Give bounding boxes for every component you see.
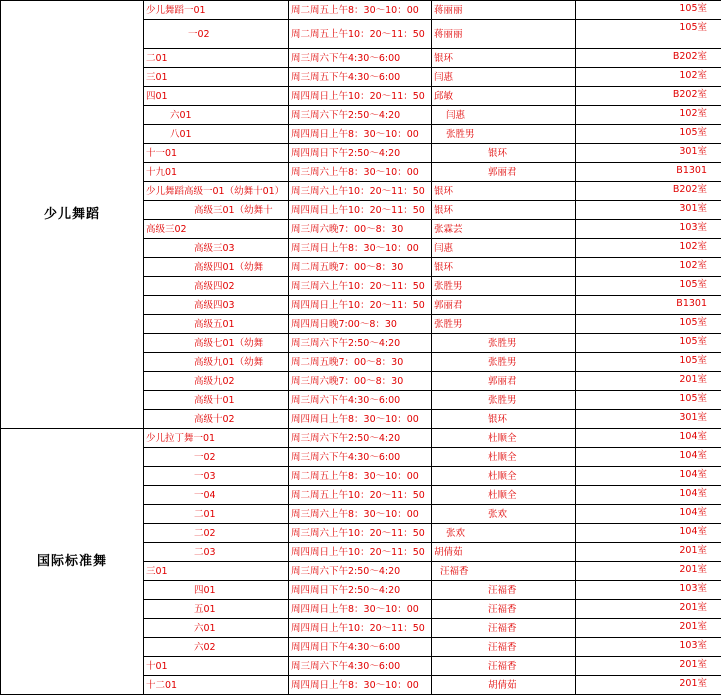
category-cell: 国际标准舞 <box>1 429 144 695</box>
teacher-cell: 邱敏 <box>432 87 576 106</box>
time-cell: 周四周日上午10：20～11：50 <box>289 296 432 315</box>
room-cell: B1301 <box>576 163 721 182</box>
room-cell: 105室 <box>576 315 721 334</box>
course-cell: 高级四02 <box>144 277 289 296</box>
table-row <box>1 429 721 448</box>
teacher-cell: 杜顺全 <box>432 429 576 448</box>
teacher-cell: 张胜男 <box>432 277 576 296</box>
time-cell: 周二周五上午8：30～10：00 <box>289 467 432 486</box>
time-cell: 周四周日上午8：30～10：00 <box>289 410 432 429</box>
course-cell: 高级四03 <box>144 296 289 315</box>
course-cell: 六02 <box>144 638 289 657</box>
time-cell: 周三周六晚7：00～8：30 <box>289 372 432 391</box>
course-cell: 高级九01（幼舞 <box>144 353 289 372</box>
room-cell: 201室 <box>576 619 721 638</box>
room-cell: 104室 <box>576 429 721 448</box>
time-cell: 周四周日下午2:50～4:20 <box>289 581 432 600</box>
time-cell: 周三周六下午2:50～4:20 <box>289 562 432 581</box>
room-cell: 201室 <box>576 562 721 581</box>
teacher-cell: 胡倩茹 <box>432 543 576 562</box>
teacher-cell: 闫惠 <box>432 68 576 87</box>
course-cell: 高级三03 <box>144 239 289 258</box>
course-cell: 一04 <box>144 486 289 505</box>
teacher-cell: 胡倩茹 <box>432 676 576 695</box>
time-cell: 周二周五上午8：30～10：00 <box>289 1 432 20</box>
teacher-cell: 汪福香 <box>432 581 576 600</box>
time-cell: 周三周六下午4:30～6:00 <box>289 391 432 410</box>
course-cell: 二03 <box>144 543 289 562</box>
time-cell: 周三周六上午10：20～11：50 <box>289 524 432 543</box>
teacher-cell: 银环 <box>432 182 576 201</box>
time-cell: 周三周六下午4:30～6:00 <box>289 49 432 68</box>
room-cell: 105室 <box>576 391 721 410</box>
teacher-cell: 杜顺全 <box>432 486 576 505</box>
teacher-cell: 蒋丽丽 <box>432 1 576 20</box>
course-cell: 十二01 <box>144 676 289 695</box>
room-cell: B202室 <box>576 87 721 106</box>
teacher-cell: 杜顺全 <box>432 448 576 467</box>
room-cell: 105室 <box>576 277 721 296</box>
course-cell: 高级三01（幼舞十 <box>144 201 289 220</box>
time-cell: 周四周日上午10：20～11：50 <box>289 87 432 106</box>
course-cell: 少儿舞蹈高级一01（幼舞十01） <box>144 182 289 201</box>
course-cell: 二02 <box>144 524 289 543</box>
course-cell: 八01 <box>144 125 289 144</box>
room-cell: 102室 <box>576 68 721 87</box>
table-row <box>1 1 721 20</box>
time-cell: 周四周日上午8：30～10：00 <box>289 676 432 695</box>
room-cell: 102室 <box>576 106 721 125</box>
time-cell: 周四周日上午10：20～11：50 <box>289 543 432 562</box>
course-cell: 高级十02 <box>144 410 289 429</box>
time-cell: 周四周日上午8：30～10：00 <box>289 125 432 144</box>
room-cell: 105室 <box>576 1 721 20</box>
teacher-cell: 汪福香 <box>432 619 576 638</box>
room-cell: 103室 <box>576 581 721 600</box>
course-cell: 高级十01 <box>144 391 289 410</box>
time-cell: 周四周日下午4:30～6:00 <box>289 638 432 657</box>
time-cell: 周二周五晚7：00～8：30 <box>289 353 432 372</box>
room-cell: 301室 <box>576 410 721 429</box>
room-cell: 105室 <box>576 20 721 49</box>
teacher-cell: 闫惠 <box>432 106 576 125</box>
time-cell: 周二周五上午10：20～11：50 <box>289 486 432 505</box>
time-cell: 周二周五上午10：20～11：50 <box>289 20 432 49</box>
course-cell: 五01 <box>144 600 289 619</box>
time-cell: 周三周六上午8：30～10：00 <box>289 163 432 182</box>
teacher-cell: 蒋丽丽 <box>432 20 576 49</box>
room-cell: B202室 <box>576 49 721 68</box>
time-cell: 周三周六下午2:50～4:20 <box>289 334 432 353</box>
teacher-cell: 闫惠 <box>432 239 576 258</box>
room-cell: 301室 <box>576 201 721 220</box>
course-cell: 一03 <box>144 467 289 486</box>
room-cell: 102室 <box>576 258 721 277</box>
time-cell: 周三周六下午4:30～6:00 <box>289 657 432 676</box>
course-cell: 高级九02 <box>144 372 289 391</box>
room-cell: 102室 <box>576 239 721 258</box>
teacher-cell: 张欢 <box>432 505 576 524</box>
course-cell: 二01 <box>144 505 289 524</box>
teacher-cell: 银环 <box>432 410 576 429</box>
teacher-cell: 张胜男 <box>432 391 576 410</box>
course-cell: 高级三02 <box>144 220 289 239</box>
time-cell: 周三周六上午10：20～11：50 <box>289 277 432 296</box>
teacher-cell: 张霖芸 <box>432 220 576 239</box>
teacher-cell: 张胜男 <box>432 353 576 372</box>
time-cell: 周三周六下午2:50～4:20 <box>289 106 432 125</box>
teacher-cell: 银环 <box>432 258 576 277</box>
course-cell: 十一01 <box>144 144 289 163</box>
room-cell: 104室 <box>576 448 721 467</box>
room-cell: B202室 <box>576 182 721 201</box>
room-cell: 301室 <box>576 144 721 163</box>
course-cell: 三01 <box>144 562 289 581</box>
teacher-cell: 银环 <box>432 201 576 220</box>
time-cell: 周三周六上午8：30～10：00 <box>289 505 432 524</box>
course-cell: 高级五01 <box>144 315 289 334</box>
course-cell: 一02 <box>144 448 289 467</box>
course-cell: 四01 <box>144 581 289 600</box>
teacher-cell: 郭丽君 <box>432 163 576 182</box>
teacher-cell: 汪福香 <box>432 638 576 657</box>
room-cell: 104室 <box>576 505 721 524</box>
time-cell: 周四周日上午10：20～11：50 <box>289 201 432 220</box>
time-cell: 周四周日上午10：20～11：50 <box>289 619 432 638</box>
room-cell: 105室 <box>576 353 721 372</box>
room-cell: 104室 <box>576 486 721 505</box>
teacher-cell: 张胜男 <box>432 315 576 334</box>
room-cell: 201室 <box>576 543 721 562</box>
category-cell: 少儿舞蹈 <box>1 1 144 429</box>
time-cell: 周三周六下午2:50～4:20 <box>289 429 432 448</box>
course-cell: 少儿舞蹈一01 <box>144 1 289 20</box>
time-cell: 周四周日下午2:50～4:20 <box>289 144 432 163</box>
room-cell: 104室 <box>576 524 721 543</box>
room-cell: 201室 <box>576 657 721 676</box>
course-cell: 十九01 <box>144 163 289 182</box>
time-cell: 周三周日上午8：30～10：00 <box>289 239 432 258</box>
course-cell: 二01 <box>144 49 289 68</box>
room-cell: 201室 <box>576 676 721 695</box>
room-cell: 105室 <box>576 125 721 144</box>
teacher-cell: 汪福香 <box>432 562 576 581</box>
time-cell: 周四周日上午8：30～10：00 <box>289 600 432 619</box>
course-cell: 高级七01（幼舞 <box>144 334 289 353</box>
teacher-cell: 张欢 <box>432 524 576 543</box>
course-cell: 六01 <box>144 619 289 638</box>
room-cell: 201室 <box>576 600 721 619</box>
teacher-cell: 郭丽君 <box>432 372 576 391</box>
teacher-cell: 银环 <box>432 144 576 163</box>
time-cell: 周二周五晚7：00～8：30 <box>289 258 432 277</box>
time-cell: 周三周六上午10：20～11：50 <box>289 182 432 201</box>
time-cell: 周三周六下午4:30～6:00 <box>289 448 432 467</box>
teacher-cell: 汪福香 <box>432 657 576 676</box>
course-cell: 一02 <box>144 20 289 49</box>
teacher-cell: 汪福香 <box>432 600 576 619</box>
room-cell: 103室 <box>576 638 721 657</box>
teacher-cell: 杜顺全 <box>432 467 576 486</box>
teacher-cell: 张胜男 <box>432 334 576 353</box>
room-cell: 105室 <box>576 334 721 353</box>
teacher-cell: 银环 <box>432 49 576 68</box>
course-cell: 三01 <box>144 68 289 87</box>
time-cell: 周三周六晚7：00～8：30 <box>289 220 432 239</box>
teacher-cell: 张胜男 <box>432 125 576 144</box>
course-cell: 高级四01（幼舞 <box>144 258 289 277</box>
teacher-cell: 郭丽君 <box>432 296 576 315</box>
room-cell: B1301 <box>576 296 721 315</box>
course-cell: 十01 <box>144 657 289 676</box>
course-cell: 六01 <box>144 106 289 125</box>
time-cell: 周四周日晚7:00～8：30 <box>289 315 432 334</box>
room-cell: 103室 <box>576 220 721 239</box>
room-cell: 104室 <box>576 467 721 486</box>
room-cell: 201室 <box>576 372 721 391</box>
time-cell: 周三周五下午4:30～6:00 <box>289 68 432 87</box>
course-cell: 少儿拉丁舞一01 <box>144 429 289 448</box>
course-cell: 四01 <box>144 87 289 106</box>
